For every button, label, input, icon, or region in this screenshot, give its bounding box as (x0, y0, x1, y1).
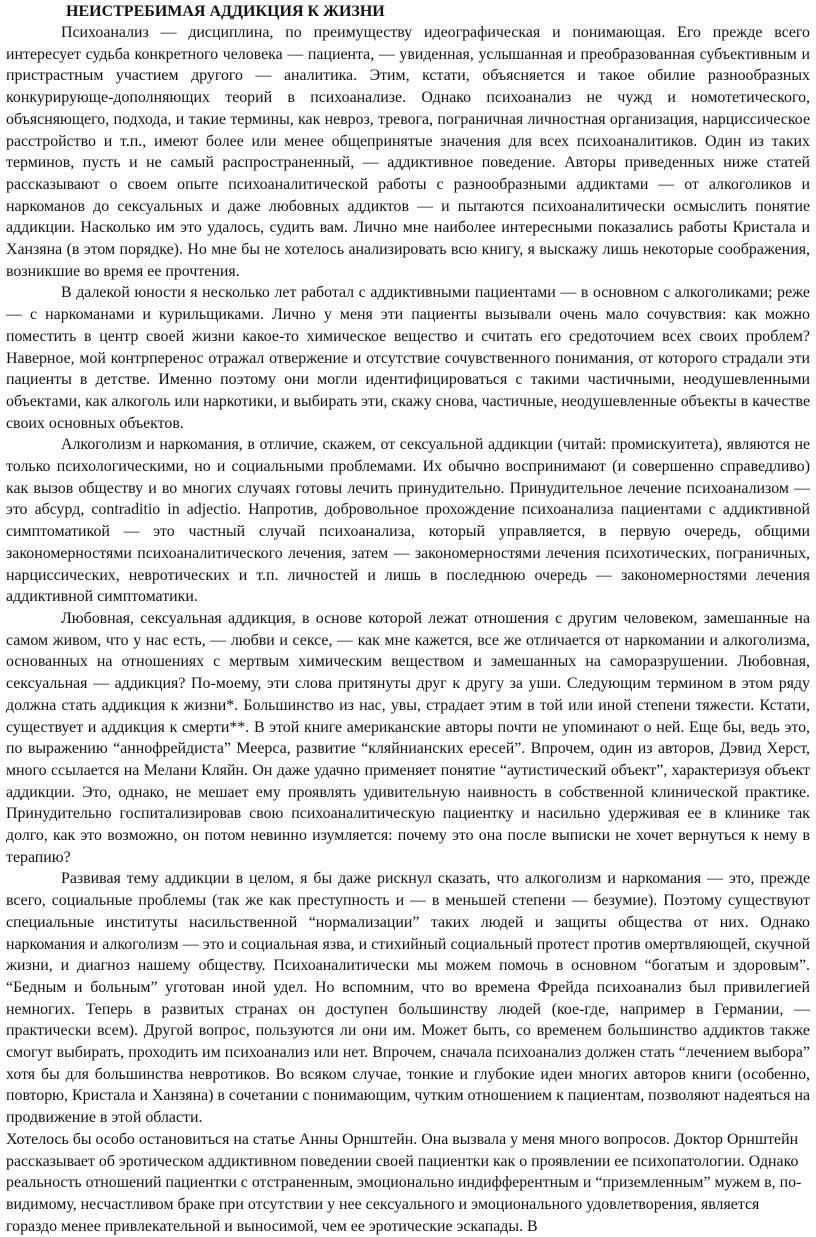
paragraph-5: Развивая тему аддикции в целом, я бы даже рискнул сказать, что алкоголизм и наркомания — это, прежде всего, социальные проблемы (так же как преступность и — в меньшей степени — безумие). Поэтому существуют специальные институты насильственной “нормализации” таких людей и защиты общества от них. Однако наркомания и алкоголизм — это и социальная язва, и стихийный социальный протест против омертвляющей, скучной жизни, и диагноз нашему обществу. Психоаналитически мы можем помочь в основном “богатым и здоровым”. “Бедным и больным” уготован иной удел. Но вспомним, что во времена Фрейда психоанализ был привилегией немногих. Теперь в развитых странах он доступен большинству людей (кое-где, например в Германии, — практически всем). Другой вопрос, пользуются ли они им. Может быть, со временем большинство аддиктов также смогут выбирать, проходить им психоанализ или нет. Впрочем, сначала психоанализ должен стать “лечением выбора” хотя бы для большинства невротиков. Во всяком случае, тонкие и глубокие идеи многих авторов книги (особенно, повторю, Кристала и Ханзяна) в сочетании с понимающим, чутким отношением к пациентам, позволяют надеяться на продвижение в этой области. (6, 870, 810, 1127)
page-title: НЕИСТРЕБИМАЯ АДДИКЦИЯ К ЖИЗНИ (66, 3, 385, 20)
paragraph-6: Хотелось бы особо остановиться на статье Анны Орнштейн. Она вызвала у меня много вопросов. Доктор Орнштейн рассказывает об эротическом аддиктивном поведении своей пациентки как о проявлении ее психопатологии. Однако реальность отношений пациентки с отстраненным, эмоционально индифферентным и “приземленным” мужем в, по-видимому, несчастливом браке при отсутствии у нее сексуального и эмоционального удовлетворения, является гораздо менее привлекательной и выносимой, чем ее эротические эскапады. В (6, 1130, 802, 1235)
paragraph-3: Алкоголизм и наркомания, в отличие, скажем, от сексуальной аддикции (читай: промискуитета), являются не только психологическими, но и социальными проблемами. Их обычно воспринимают (и совершенно справедливо) как вызов обществу и во многих случаях готовы лечить принудительно. Принудительное лечение психоанализом — это абсурд, contraditio in adjectio. Напротив, добровольное прохождение психоанализа пациентами с аддиктивной симптоматикой — это частный случай психоанализа, который управляется, в первую очередь, общими закономерностями психоаналитического лечения, затем — закономерностями лечения психотических, пограничных, нарциссических, невротических и т.п. личностей и лишь в последнюю очередь — закономерностями лечения аддиктивной симптоматики. (6, 436, 810, 606)
paragraph-2: В далекой юности я несколько лет работал с аддиктивными пациентами — в основном с алкоголиками; реже — с наркоманами и курильщиками. Лично у меня эти пациенты вызывали очень мало сочувствия: как можно поместить в центр своей жизни какое-то химическое вещество и считать его средоточием всех своих проблем? Наверное, мой контрперенос отражал отвержение и отсутствие сочувственного понимания, от которого страдали эти пациенты в детстве. Именно поэтому они могли идентифицироваться с такими частичными, неодушевленными объектами, как алкоголь или наркотики, и выбирать эти, скажу снова, частичные, неодушевленные объекты в качестве своих основных объектов. (6, 284, 810, 432)
paragraph-4: Любовная, сексуальная аддикция, в основе которой лежат отношения с другим человеком, замешанные на самом живом, что у нас есть, — любви и сексе, — как мне кажется, все же отличается от наркомании и алкоголизма, основанных на отношениях с мертвым химическим веществом и замешанных на саморазрушении. Любовная, сексуальная — аддикция? По-моему, эти слова притянуты друг к другу за уши. Следующим термином в этом ряду должна стать аддикция к жизни*. Большинство из нас, увы, страдает этим в той или иной степени тяжести. Кстати, существует и аддикция к смерти**. В этой книге американские авторы почти не упоминают о ней. Еще бы, ведь это, по выражению “аннофрейдиста” Меерса, развитие “кляйнианских ересей”. Впрочем, один из авторов, Дэвид Херст, много ссылается на Мелани Кляйн. Он даже удачно применяет понятие “аутистический объект”, характеризуя объект аддикции. Это, однако, не мешает ему проявлять удивительную наивность в собственной клинической практике. Принудительно госпитализировав свою психоаналитическую пациентку и насильно удерживая ее в клинике так долго, как это возможно, он потом невинно изумляется: почему это она после выписки не хочет вернуться к нему в терапию? (6, 609, 810, 866)
paragraph-1: Психоанализ — дисциплина, по преимуществу идеографическая и понимающая. Его прежде всего интересует судьба конкретного человека — пациента, — увиденная, услышанная и преобразованная субъективным и пристрастным участием другого — аналитика. Этим, кстати, объясняется и такое обилие разнообразных конкурирующе-дополняющих теорий в психоанализе. Однако психоанализ не чужд и номотетического, объясняющего, подхода, и такие термины, как невроз, тревога, пограничная личностная организация, нарциссическое расстройство и т.п., имеют более или менее общепринятые значения для всех психоаналитиков. Один из таких терминов, пусть и не самый распространенный, — аддиктивное поведение. Авторы приведенных ниже статей рассказывают о своем опыте психоаналитической работы с разнообразными аддиктами — от алкоголиков и наркоманов до сексуальных и даже любовных аддиктов — и пытаются психоаналитически осмыслить понятие аддикции. Насколько им это удалось, судить вам. Лично мне наиболее интересными показались работы Кристала и Ханзяна (в этом порядке). Но мне бы не хотелось анализировать всю книгу, я выскажу лишь некоторые соображения, возникшие во время ее прочтения. (6, 24, 810, 280)
document-page (0, 1, 816, 1235)
